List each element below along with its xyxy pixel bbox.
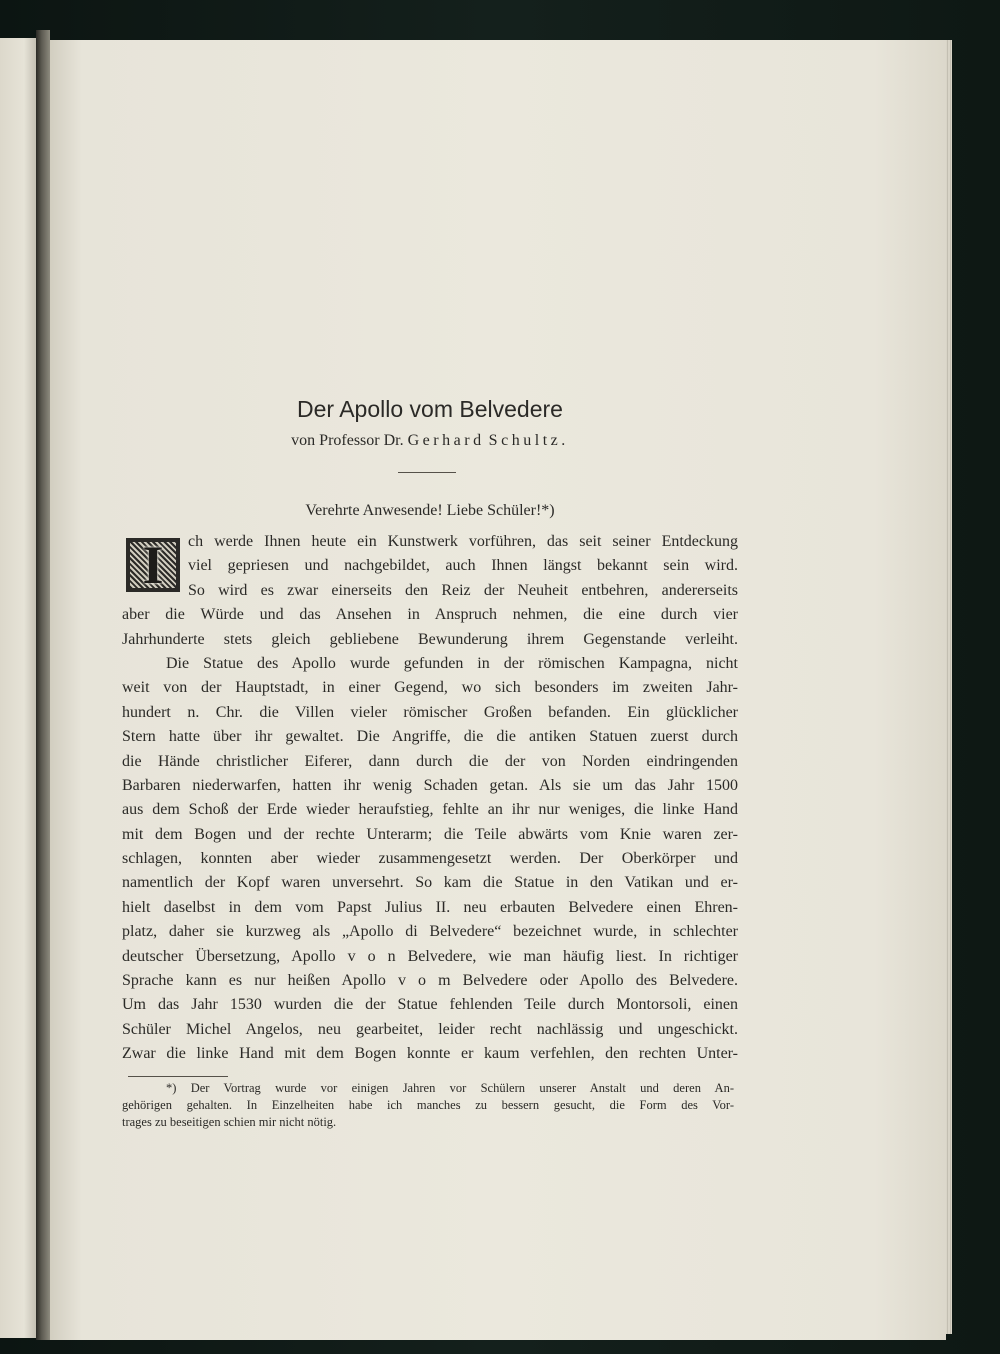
text-line: namentlich der Kopf waren unversehrt. So kam die Statue in den Vatikan und er- — [122, 874, 738, 892]
footnote-divider — [128, 1076, 228, 1077]
footnote-line: trages zu beseitigen schien mir nicht nötig. — [122, 1115, 337, 1129]
author-first-name: Gerhard — [407, 432, 485, 449]
drop-cap-letter: I — [142, 535, 164, 595]
article-byline — [130, 432, 730, 450]
book-gutter — [36, 30, 50, 1340]
text-line: Die Statue des Apollo wurde gefunden in der römischen Kampagna, nicht — [166, 654, 738, 672]
text-line: Jahrhunderte stets gleich gebliebene Bewunderung ihrem Gegenstande verleiht. — [122, 630, 738, 648]
text-line: weit von der Hauptstadt, in einer Gegend, wo sich besonders im zweiten Jahr- — [122, 679, 738, 697]
footnote-line: gehörigen gehalten. In Einzelheiten habe ich manches zu bessern gesucht, die Form des Vor- — [122, 1098, 734, 1112]
author-last-name: Schultz. — [488, 432, 569, 449]
footnote-line: *) Der Vortrag wurde vor einigen Jahren vor Schülern unserer Anstalt und deren An- — [166, 1081, 734, 1095]
text-line: die Hände christlicher Eiferer, dann durch die der von Norden eindringenden — [122, 752, 738, 770]
text-line: mit dem Bogen und der rechte Unterarm; die Teile abwärts vom Knie waren zer- — [122, 825, 738, 843]
text-line: aber die Würde und das Ansehen in Anspruch nehmen, die eine durch vier — [122, 606, 738, 624]
article-title: Der Apollo vom Belvedere — [297, 396, 563, 422]
text-line: Schüler Michel Angelos, neu gearbeitet, leider recht nachlässig und ungeschickt. — [122, 1020, 738, 1038]
text-line: Stern hatte über ihr gewaltet. Die Angriffe, die die antiken Statuen zuerst durch — [122, 728, 738, 746]
text-line: deutscher Übersetzung, Apollo v o n Belvedere, wie man häufig liest. In richtiger — [122, 947, 738, 965]
text-line: Zwar die linke Hand mit dem Bogen konnte er kaum verfehlen, den rechten Unter- — [122, 1045, 738, 1063]
text-line: Um das Jahr 1530 wurden die der Statue fehlenden Teile durch Montorsoli, einen — [122, 996, 738, 1014]
body-text — [122, 530, 738, 1067]
title-divider — [398, 472, 456, 473]
text-line: hundert n. Chr. die Villen vieler römischer Großen befanden. Ein glücklicher — [122, 703, 738, 721]
text-line: aus dem Schoß der Erde wieder heraufstieg, fehlte an ihr nur weniges, die linke Hand — [122, 801, 738, 819]
text-line: Sprache kann es nur heißen Apollo v o m Belvedere oder Apollo des Belvedere. — [122, 972, 738, 990]
text-line: schlagen, konnten aber wieder zusammengesetzt werden. Der Oberkörper und — [122, 850, 738, 868]
text-line: Barbaren niederwarfen, hatten ihr wenig Schaden getan. Als sie um das Jahr 1500 — [122, 776, 738, 794]
text-line: viel gepriesen und nachgebildet, auch Ihnen längst bekannt sein wird. — [188, 557, 738, 575]
text-line: ch werde Ihnen heute ein Kunstwerk vorführen, das seit seiner Entdeckung — [188, 533, 738, 550]
text-line: So wird es zwar einerseits den Reiz der Neuheit entbehren, andererseits — [188, 581, 738, 599]
footnote — [122, 1080, 734, 1131]
text-line: hielt daselbst in dem vom Papst Julius II. neu erbauten Belvedere einen Ehren- — [122, 898, 738, 916]
byline-prefix: von Professor Dr. — [291, 432, 404, 449]
text-line: platz, daher sie kurzweg als „Apollo di Belvedere“ bezeichnet wurde, in schlechter — [122, 923, 738, 941]
salutation: Verehrte Anwesende! Liebe Schüler!*) — [305, 502, 555, 519]
facing-page-edge — [0, 38, 40, 1338]
